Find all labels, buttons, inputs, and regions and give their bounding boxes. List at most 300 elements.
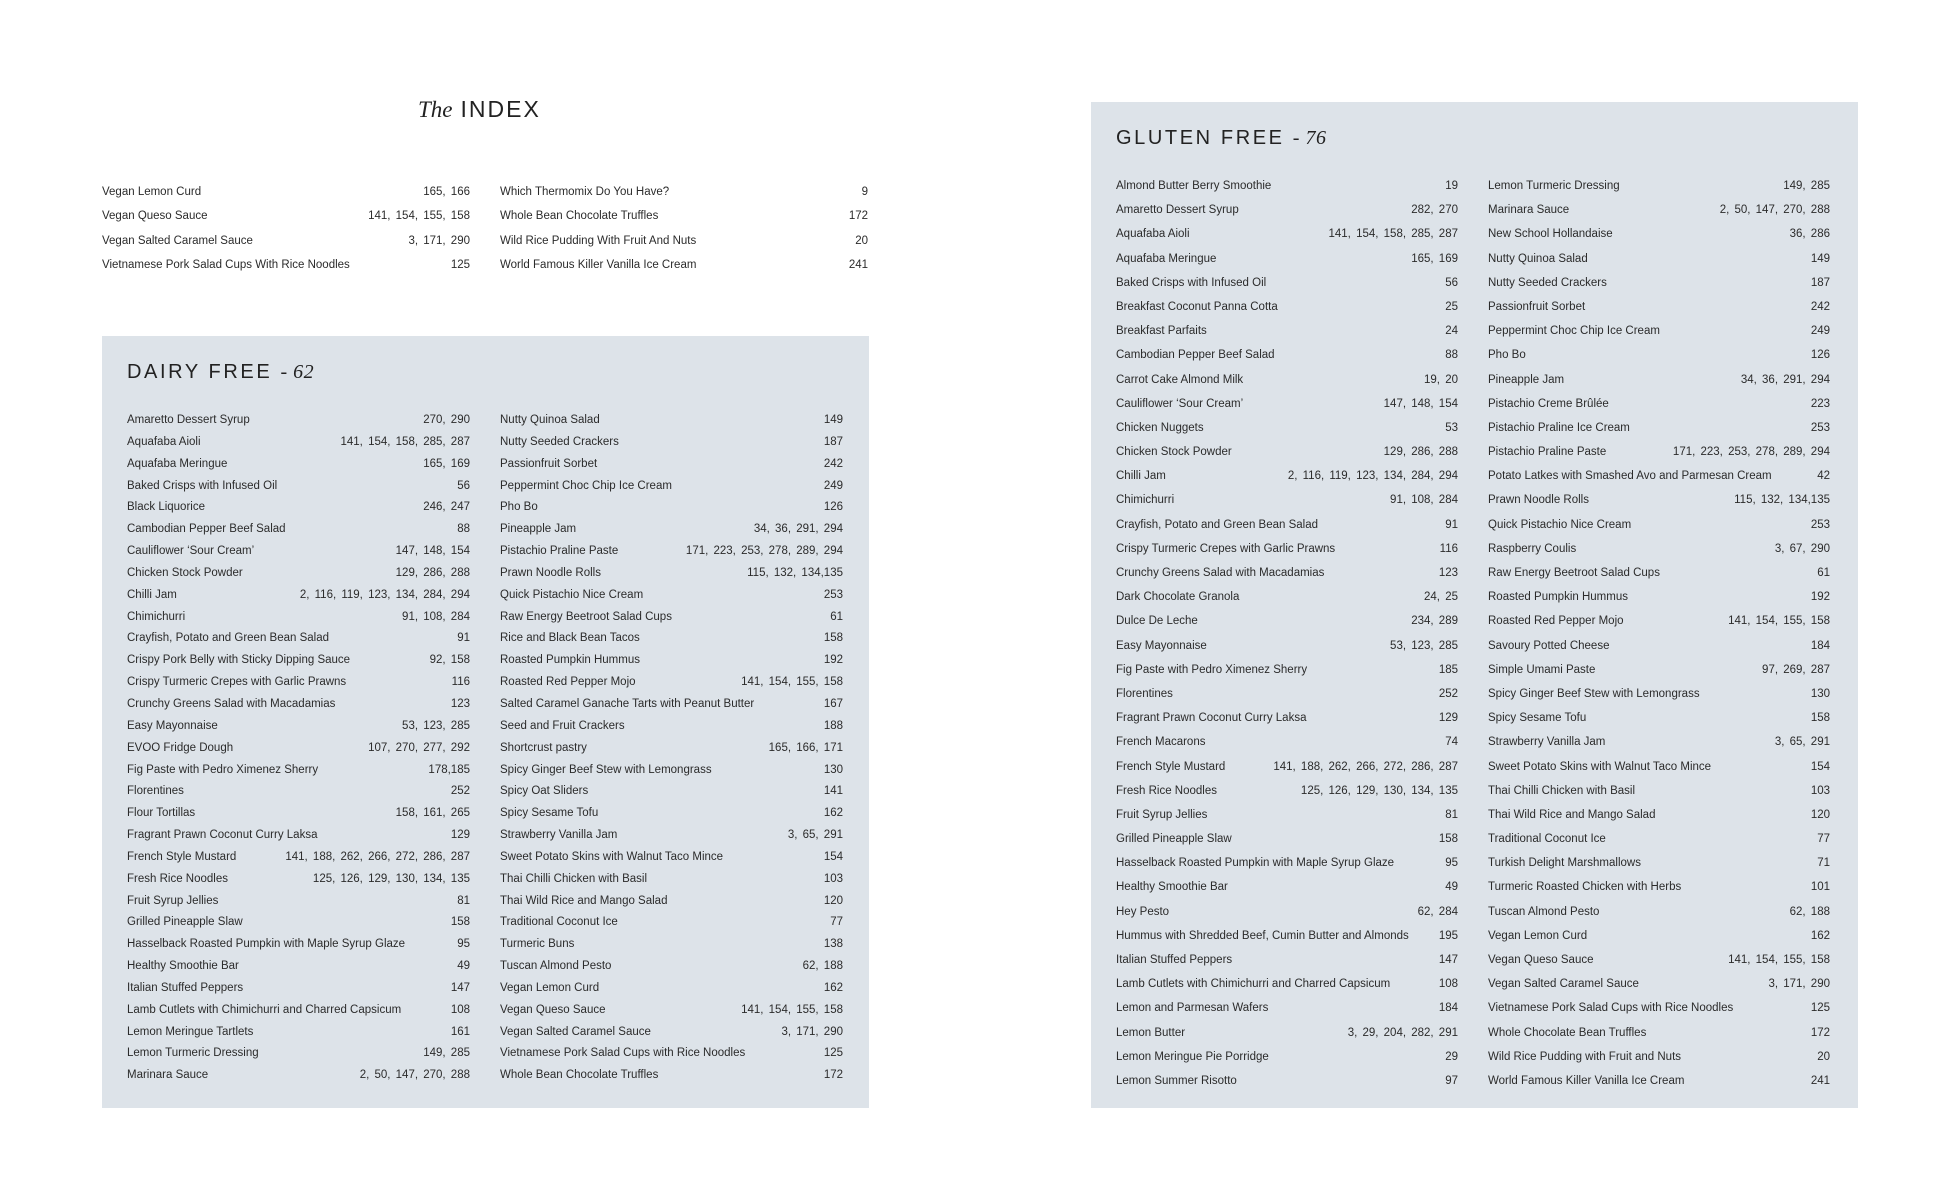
entry-name: Which Thermomix Do You Have? <box>500 186 670 198</box>
index-entry <box>500 589 843 611</box>
entry-pages: 187 <box>823 435 843 448</box>
entry-name: Quick Pistachio Nice Cream <box>500 588 644 601</box>
entry-pages: 246, 247 <box>423 501 470 514</box>
index-entry <box>500 501 843 523</box>
index-entry <box>102 186 470 210</box>
index-entry <box>127 632 470 654</box>
index-entry <box>1116 809 1458 833</box>
index-entry <box>1488 228 1830 252</box>
entry-pages: 53, 123, 285 <box>402 719 470 732</box>
entry-pages: 126 <box>1810 349 1830 362</box>
entry-name: French Style Mustard <box>1116 760 1226 773</box>
entry-pages: 123 <box>450 697 470 710</box>
entry-name: Amaretto Dessert Syrup <box>1116 204 1239 217</box>
entry-pages: 120 <box>1810 808 1830 821</box>
index-entry <box>127 523 470 545</box>
entry-pages: 129, 286, 288 <box>1383 446 1458 459</box>
entry-name: Lemon Turmeric Dressing <box>1488 180 1620 192</box>
entry-name: Crayfish, Potato and Green Bean Salad <box>127 632 330 645</box>
entry-name: Vietnamese Pork Salad Cups with Rice Noodles <box>500 1047 746 1060</box>
entry-name: Tuscan Almond Pesto <box>1488 905 1600 918</box>
entry-name: Turmeric Roasted Chicken with Herbs <box>1488 881 1682 894</box>
entry-pages: 165, 169 <box>1411 252 1458 265</box>
entry-pages: 2, 116, 119, 123, 134, 284, 294 <box>299 588 470 601</box>
index-entry <box>1116 857 1458 881</box>
entry-pages: 158 <box>823 632 843 645</box>
index-entry <box>1116 664 1458 688</box>
title-prefix: The <box>418 97 453 122</box>
entry-pages: 141, 154, 155, 158 <box>1728 615 1830 628</box>
entry-name: Fruit Syrup Jellies <box>127 894 219 907</box>
entry-name: Italian Stuffed Peppers <box>1116 954 1233 966</box>
index-entry <box>500 567 843 589</box>
index-entry <box>1116 712 1458 736</box>
entry-name: Lemon Butter <box>1116 1026 1186 1039</box>
index-entry <box>1488 978 1830 1002</box>
index-entry <box>1116 180 1458 204</box>
page-title <box>418 96 541 123</box>
entry-pages: 242 <box>1810 300 1830 313</box>
entry-pages: 3, 171, 290 <box>781 1025 843 1038</box>
index-entry <box>1116 519 1458 543</box>
entry-pages: 3, 65, 291 <box>787 829 843 842</box>
index-entry <box>1488 591 1830 615</box>
index-entry <box>1116 688 1458 712</box>
entry-pages: 249 <box>1810 325 1830 338</box>
entry-name: Baked Crisps with Infused Oil <box>1116 276 1267 289</box>
entry-name: Vegan Lemon Curd <box>500 981 600 994</box>
entry-name: Crayfish, Potato and Green Bean Salad <box>1116 518 1319 531</box>
entry-name: Nutty Seeded Crackers <box>500 435 619 448</box>
entry-name: Vegan Queso Sauce <box>1488 954 1594 966</box>
entry-name: Pistachio Praline Paste <box>1488 446 1607 459</box>
entry-pages: 107, 270, 277, 292 <box>368 741 470 754</box>
entry-name: Roasted Pumpkin Hummus <box>500 654 640 667</box>
entry-name: Thai Chilli Chicken with Basil <box>1488 784 1635 797</box>
index-entry <box>1488 1002 1830 1026</box>
index-entry <box>500 785 843 807</box>
index-entry <box>500 611 843 633</box>
entry-pages: 270, 290 <box>423 414 470 426</box>
entry-name: Flour Tortillas <box>127 807 196 820</box>
entry-pages: 3, 171, 290 <box>408 234 470 247</box>
index-entry <box>1116 494 1458 518</box>
entry-pages: 62, 284 <box>1417 905 1458 918</box>
entry-pages: 185 <box>1438 663 1458 676</box>
index-entry <box>500 676 843 698</box>
index-entry <box>500 186 868 210</box>
entry-name: Spicy Ginger Beef Stew with Lemongrass <box>1488 687 1700 700</box>
index-entry <box>1488 785 1830 809</box>
entry-pages: 149, 285 <box>1783 180 1830 192</box>
index-entry <box>127 611 470 633</box>
index-entry <box>127 1047 470 1069</box>
index-entry <box>127 698 470 720</box>
index-entry <box>127 807 470 829</box>
entry-pages: 49 <box>1445 881 1458 894</box>
entry-name: Traditional Coconut Ice <box>500 916 618 929</box>
index-entry <box>102 210 470 234</box>
entry-name: Vegan Salted Caramel Sauce <box>1488 978 1639 991</box>
entry-name: Dark Chocolate Granola <box>1116 591 1240 604</box>
entry-name: Pistachio Creme Brûlée <box>1488 397 1609 410</box>
entry-pages: 81 <box>1445 808 1458 821</box>
entry-pages: 129, 286, 288 <box>395 566 470 579</box>
index-entry <box>1116 325 1458 349</box>
index-entry <box>127 742 470 764</box>
index-entry <box>127 480 470 502</box>
entry-pages: 161 <box>450 1025 470 1038</box>
entry-pages: 192 <box>823 654 843 667</box>
entry-name: Whole Bean Chocolate Truffles <box>500 210 659 223</box>
entry-name: Thai Wild Rice and Mango Salad <box>1488 808 1656 821</box>
entry-pages: 88 <box>457 523 470 536</box>
index-entry <box>1488 1051 1830 1075</box>
entry-pages: 129 <box>1438 712 1458 725</box>
entry-name: Spicy Ginger Beef Stew with Lemongrass <box>500 763 712 776</box>
index-entry <box>1488 833 1830 857</box>
entry-pages: 116 <box>451 676 470 689</box>
entry-name: Spicy Oat Sliders <box>500 785 589 798</box>
entry-pages: 115, 132, 134,135 <box>1734 494 1830 507</box>
entry-pages: 91 <box>1445 518 1458 531</box>
index-entry <box>1116 374 1458 398</box>
index-entry <box>1116 301 1458 325</box>
entry-name: Strawberry Vanilla Jam <box>500 829 618 842</box>
index-entry <box>500 458 843 480</box>
entry-pages: 9 <box>861 186 868 198</box>
entry-pages: 242 <box>823 457 843 470</box>
index-entry <box>1116 978 1458 1002</box>
index-entry <box>1488 277 1830 301</box>
entry-name: Salted Caramel Ganache Tarts with Peanut Butter <box>500 697 755 710</box>
index-entry <box>127 654 470 676</box>
index-entry <box>1116 1027 1458 1051</box>
entry-pages: 29 <box>1445 1050 1458 1063</box>
gluten-free-heading <box>1116 127 1326 150</box>
entry-name: Pineapple Jam <box>500 523 577 536</box>
entry-pages: 141, 154, 158, 285, 287 <box>1328 228 1458 241</box>
index-entry <box>500 873 843 895</box>
index-entry <box>500 895 843 917</box>
entry-name: Pho Bo <box>1488 349 1526 362</box>
entry-pages: 25 <box>1445 300 1458 313</box>
entry-pages: 178,185 <box>428 763 470 776</box>
entry-pages: 141, 188, 262, 266, 272, 286, 287 <box>1273 760 1458 773</box>
index-entry <box>500 235 868 259</box>
index-entry <box>1488 470 1830 494</box>
entry-pages: 252 <box>1438 687 1458 700</box>
index-entry <box>500 545 843 567</box>
entry-pages: 141, 154, 155, 158 <box>368 210 470 223</box>
entry-name: Thai Wild Rice and Mango Salad <box>500 894 668 907</box>
entry-pages: 172 <box>823 1069 843 1082</box>
index-entry <box>500 523 843 545</box>
entry-name: Vegan Queso Sauce <box>102 210 208 223</box>
entry-pages: 149 <box>823 414 843 426</box>
index-entry <box>1116 567 1458 591</box>
entry-name: Seed and Fruit Crackers <box>500 719 625 732</box>
index-entry <box>1488 688 1830 712</box>
index-entry <box>127 873 470 895</box>
entry-name: Peppermint Choc Chip Ice Cream <box>500 479 672 492</box>
entry-pages: 77 <box>1817 833 1830 846</box>
index-entry <box>1116 253 1458 277</box>
entry-name: Turmeric Buns <box>500 938 575 951</box>
index-entry <box>1488 906 1830 930</box>
entry-name: Lemon Meringue Tartlets <box>127 1025 254 1038</box>
entry-name: Raw Energy Beetroot Salad Cups <box>500 610 672 623</box>
entry-name: Lamb Cutlets with Chimichurri and Charred Capsicum <box>1116 978 1391 991</box>
index-entry <box>1116 446 1458 470</box>
entry-pages: 192 <box>1810 591 1830 604</box>
index-entry <box>1116 543 1458 567</box>
entry-name: Crispy Turmeric Crepes with Garlic Prawns <box>1116 542 1336 555</box>
entry-name: Fragrant Prawn Coconut Curry Laksa <box>1116 712 1307 725</box>
index-entry <box>500 807 843 829</box>
entry-pages: 141, 154, 155, 158 <box>1728 954 1830 966</box>
entry-pages: 158, 161, 265 <box>395 807 470 820</box>
index-entry <box>1488 712 1830 736</box>
entry-name: Cauliflower ‘Sour Cream’ <box>1116 397 1244 410</box>
entry-pages: 147 <box>1438 954 1458 966</box>
index-entry <box>1116 930 1458 954</box>
index-entry <box>500 210 868 234</box>
entry-name: Healthy Smoothie Bar <box>127 960 239 973</box>
index-entry <box>1116 736 1458 760</box>
index-entry <box>127 436 470 458</box>
entry-name: Lemon Meringue Pie Porridge <box>1116 1050 1269 1063</box>
entry-name: Grilled Pineapple Slaw <box>127 916 243 929</box>
entry-pages: 97 <box>1445 1074 1458 1087</box>
index-entry <box>1488 301 1830 325</box>
entry-pages: 141, 154, 155, 158 <box>741 1003 843 1016</box>
entry-name: Chicken Stock Powder <box>127 566 243 579</box>
entry-name: Italian Stuffed Peppers <box>127 981 244 994</box>
entry-pages: 184 <box>1438 1002 1458 1015</box>
entry-pages: 95 <box>457 938 470 951</box>
entry-pages: 158 <box>1810 712 1830 725</box>
index-column-top-left <box>102 186 470 283</box>
index-entry <box>1116 204 1458 228</box>
index-entry <box>1488 543 1830 567</box>
index-entry <box>1488 422 1830 446</box>
index-entry <box>127 1069 470 1091</box>
entry-pages: 2, 116, 119, 123, 134, 284, 294 <box>1287 470 1458 483</box>
entry-pages: 125 <box>450 258 470 271</box>
entry-pages: 154 <box>823 850 843 863</box>
entry-name: Breakfast Coconut Panna Cotta <box>1116 300 1278 313</box>
entry-name: Pho Bo <box>500 501 538 514</box>
entry-name: Marinara Sauce <box>1488 204 1570 217</box>
entry-pages: 91, 108, 284 <box>1390 494 1458 507</box>
index-entry <box>500 1026 843 1048</box>
index-entry <box>1116 422 1458 446</box>
entry-pages: 249 <box>823 479 843 492</box>
entry-pages: 42 <box>1817 470 1830 483</box>
gluten-free-page: - 76 <box>1292 127 1327 149</box>
entry-pages: 172 <box>848 210 868 223</box>
entry-pages: 184 <box>1810 639 1830 652</box>
entry-pages: 19 <box>1445 180 1458 192</box>
entry-name: Fig Paste with Pedro Ximenez Sherry <box>1116 663 1308 676</box>
entry-name: Chicken Nuggets <box>1116 421 1204 434</box>
entry-pages: 108 <box>450 1003 470 1016</box>
entry-pages: 2, 50, 147, 270, 288 <box>1719 204 1830 217</box>
index-entry <box>500 1004 843 1026</box>
index-entry <box>500 938 843 960</box>
entry-pages: 34, 36, 291, 294 <box>753 523 843 536</box>
entry-name: Turkish Delight Marshmallows <box>1488 857 1641 870</box>
entry-name: Prawn Noodle Rolls <box>1488 494 1589 507</box>
index-entry <box>1488 567 1830 591</box>
index-entry <box>500 414 843 436</box>
entry-name: Wild Rice Pudding with Fruit and Nuts <box>1488 1050 1682 1063</box>
entry-name: Hummus with Shredded Beef, Cumin Butter and Almonds <box>1116 929 1409 942</box>
entry-name: Crunchy Greens Salad with Macadamias <box>127 697 336 710</box>
index-entry <box>127 414 470 436</box>
entry-pages: 165, 169 <box>423 457 470 470</box>
entry-pages: 162 <box>823 981 843 994</box>
entry-pages: 24 <box>1445 325 1458 338</box>
entry-pages: 56 <box>1445 276 1458 289</box>
entry-pages: 154 <box>1810 760 1830 773</box>
index-entry <box>127 1004 470 1026</box>
entry-pages: 61 <box>830 610 843 623</box>
entry-pages: 62, 188 <box>802 960 843 973</box>
entry-pages: 49 <box>457 960 470 973</box>
index-entry <box>127 589 470 611</box>
index-entry <box>1488 761 1830 785</box>
entry-pages: 162 <box>823 807 843 820</box>
entry-name: Wild Rice Pudding With Fruit And Nuts <box>500 234 697 247</box>
entry-pages: 88 <box>1445 349 1458 362</box>
entry-name: Crispy Pork Belly with Sticky Dipping Sauce <box>127 654 351 667</box>
entry-pages: 130 <box>823 763 843 776</box>
entry-pages: 125 <box>823 1047 843 1060</box>
entry-pages: 103 <box>823 872 843 885</box>
entry-name: Sweet Potato Skins with Walnut Taco Mince <box>500 850 724 863</box>
entry-name: Almond Butter Berry Smoothie <box>1116 180 1272 192</box>
index-entry <box>127 982 470 1004</box>
entry-pages: 3, 29, 204, 282, 291 <box>1347 1026 1458 1039</box>
index-entry <box>1488 930 1830 954</box>
entry-pages: 62, 188 <box>1789 905 1830 918</box>
index-entry <box>1488 446 1830 470</box>
entry-pages: 138 <box>823 938 843 951</box>
entry-pages: 116 <box>1439 542 1458 555</box>
entry-name: Aquafaba Meringue <box>127 457 228 470</box>
index-entry <box>1116 349 1458 373</box>
gluten-free-column-1 <box>1116 180 1458 1099</box>
entry-name: Chimichurri <box>1116 494 1175 507</box>
index-entry <box>127 458 470 480</box>
entry-name: Spicy Sesame Tofu <box>1488 712 1587 725</box>
entry-name: Florentines <box>1116 687 1173 700</box>
entry-pages: 223 <box>1810 397 1830 410</box>
entry-pages: 20 <box>1817 1050 1830 1063</box>
entry-pages: 3, 67, 290 <box>1774 542 1830 555</box>
entry-pages: 171, 223, 253, 278, 289, 294 <box>1672 446 1830 459</box>
entry-name: Prawn Noodle Rolls <box>500 566 601 579</box>
index-entry <box>127 545 470 567</box>
entry-name: Fresh Rice Noodles <box>1116 784 1217 797</box>
entry-name: Raspberry Coulis <box>1488 542 1577 555</box>
entry-name: Pistachio Praline Ice Cream <box>1488 421 1630 434</box>
entry-pages: 167 <box>823 697 843 710</box>
entry-name: Nutty Quinoa Salad <box>500 414 600 426</box>
index-entry <box>1116 640 1458 664</box>
entry-pages: 125 <box>1810 1002 1830 1015</box>
entry-name: Breakfast Parfaits <box>1116 325 1207 338</box>
entry-name: Chilli Jam <box>127 588 177 601</box>
index-entry <box>127 895 470 917</box>
dairy-free-column-2 <box>500 414 843 1091</box>
index-entry <box>500 632 843 654</box>
index-entry <box>500 480 843 502</box>
index-entry <box>1488 736 1830 760</box>
entry-pages: 3, 171, 290 <box>1768 978 1830 991</box>
index-entry <box>127 567 470 589</box>
index-entry <box>1116 228 1458 252</box>
entry-name: Fruit Syrup Jellies <box>1116 808 1208 821</box>
entry-name: Potato Latkes with Smashed Avo and Parmesan Cream <box>1488 470 1772 483</box>
entry-name: Hasselback Roasted Pumpkin with Maple Syrup Glaze <box>127 938 406 951</box>
entry-name: Amaretto Dessert Syrup <box>127 414 250 426</box>
entry-pages: 241 <box>1810 1074 1830 1087</box>
entry-name: Dulce De Leche <box>1116 615 1198 628</box>
entry-pages: 147, 148, 154 <box>395 545 470 558</box>
index-entry <box>1488 954 1830 978</box>
entry-pages: 56 <box>457 479 470 492</box>
index-entry <box>500 764 843 786</box>
entry-name: Aquafaba Aioli <box>1116 228 1190 241</box>
index-entry <box>1116 833 1458 857</box>
index-entry <box>1116 1051 1458 1075</box>
entry-name: EVOO Fridge Dough <box>127 741 234 754</box>
entry-pages: 53 <box>1445 421 1458 434</box>
entry-name: Grilled Pineapple Slaw <box>1116 833 1232 846</box>
entry-name: Lamb Cutlets with Chimichurri and Charred Capsicum <box>127 1003 402 1016</box>
index-entry <box>1116 881 1458 905</box>
entry-pages: 141 <box>823 785 843 798</box>
entry-pages: 53, 123, 285 <box>1390 639 1458 652</box>
entry-pages: 195 <box>1438 929 1458 942</box>
index-entry <box>1488 640 1830 664</box>
entry-name: Spicy Sesame Tofu <box>500 807 599 820</box>
entry-name: Marinara Sauce <box>127 1069 209 1082</box>
index-entry <box>1488 1027 1830 1051</box>
entry-name: Aquafaba Aioli <box>127 435 201 448</box>
entry-name: Thai Chilli Chicken with Basil <box>500 872 647 885</box>
entry-name: Nutty Quinoa Salad <box>1488 252 1588 265</box>
index-entry <box>1488 664 1830 688</box>
entry-name: Whole Chocolate Bean Truffles <box>1488 1026 1647 1039</box>
entry-pages: 141, 154, 158, 285, 287 <box>340 435 470 448</box>
index-entry <box>127 501 470 523</box>
entry-name: Sweet Potato Skins with Walnut Taco Mince <box>1488 760 1712 773</box>
index-entry <box>127 1026 470 1048</box>
index-entry <box>500 851 843 873</box>
index-entry <box>1116 1002 1458 1026</box>
entry-pages: 19, 20 <box>1424 373 1458 386</box>
entry-name: Vegan Salted Caramel Sauce <box>500 1025 651 1038</box>
entry-pages: 3, 65, 291 <box>1774 736 1830 749</box>
index-entry <box>127 785 470 807</box>
entry-name: Fresh Rice Noodles <box>127 872 228 885</box>
entry-name: Chicken Stock Powder <box>1116 446 1232 459</box>
entry-pages: 234, 289 <box>1411 615 1458 628</box>
